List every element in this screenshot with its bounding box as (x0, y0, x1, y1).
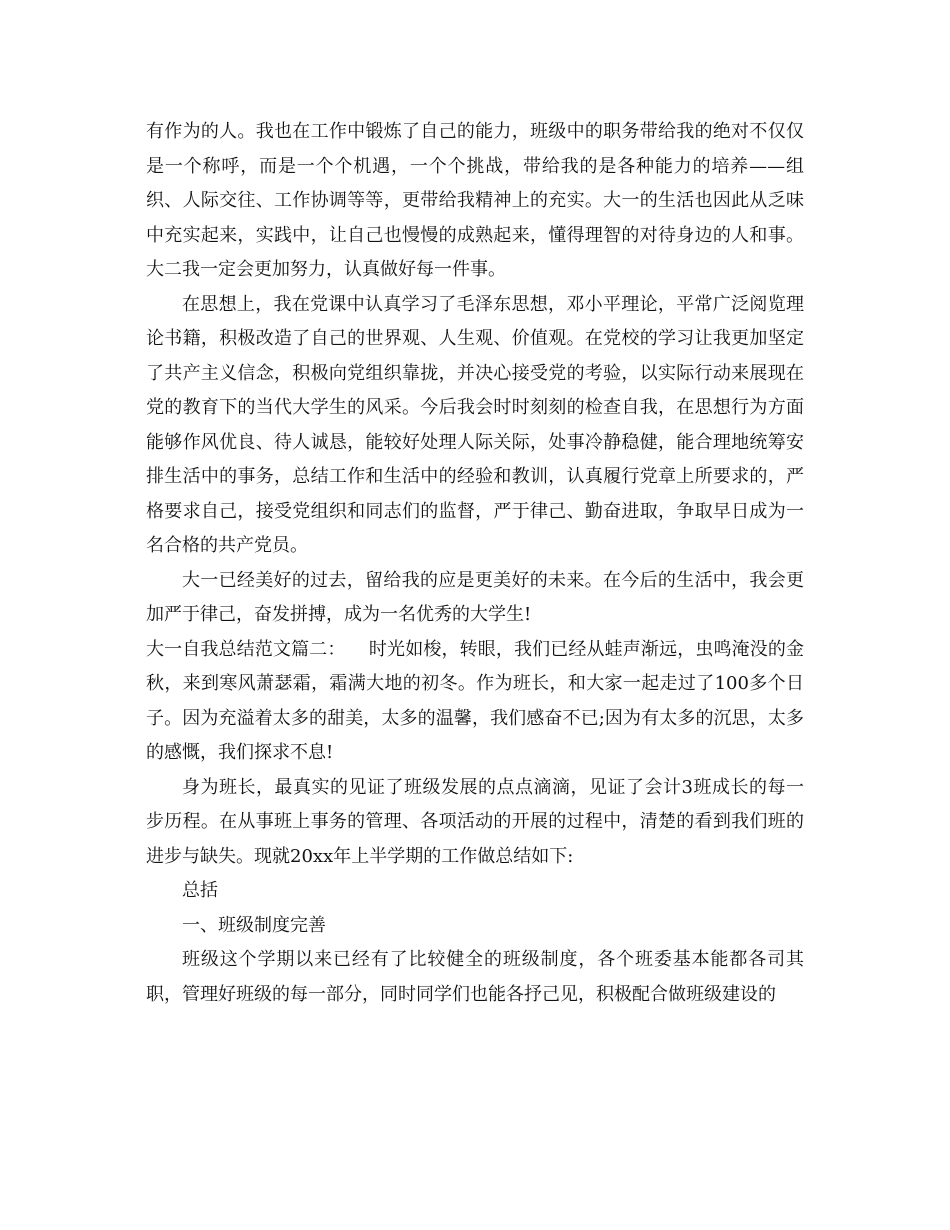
paragraph-text: 时光如梭，转眼，我们已经从蛙声渐远，虫鸣淹没的金秋，来到寒风萧瑟霜，霜满大地的初冬。作为班长，和大家一起走过了100多个日子。因为充溢着太多的甜美，太多的温馨，我们感奋不已;因为有太多的沉思，太多的感慨，我们探求不息! (146, 638, 805, 763)
paragraph-conclusion: 大一已经美好的过去，留给我的应是更美好的未来。在今后的生活中，我会更加严于律己，奋发拼搏，成为一名优秀的大学生! (146, 569, 804, 625)
paragraph-ideology: 在思想上，我在党课中认真学习了毛泽东思想，邓小平理论，平常广泛阅览理论书籍，积极改造了自己的世界观、人生观、价值观。在党校的学习让我更加坚定了共产主义信念，积极向党组织靠拢，并决心接受党的考验，以实际行动来展现在党的教育下的当代大学生的风采。今后我会时时刻刻的检查自我，在思想行为方面能够作风优良、待人诚恳，能较好处理人际关际，处事冷静稳健，能合理地统筹安排生活中的事务，总结工作和生活中的经验和教训，认真履行党章上所要求的，严格要求自己，接受党组织和同志们的监督，严于律己、勤奋进取，争取早日成为一名合格的共产党员。 (146, 293, 804, 556)
heading-separator (345, 639, 368, 660)
section-heading: 大一自我总结范文篇二： (146, 638, 346, 660)
subheading-class-system: 一、班级制度完善 (182, 914, 326, 936)
paragraph-class-system: 班级这个学期以来已经有了比较健全的班级制度，各个班委基本能都各司其职，管理好班级的每一部分，同时同学们也能各抒己见，积极配合做班级建设的 (146, 949, 804, 1005)
paragraph-monitor-role: 身为班长，最真实的见证了班级发展的点点滴滴，见证了会计3班成长的每一步历程。在从事班上事务的管理、各项活动的开展的过程中，清楚的看到我们班的进步与缺失。现就20xx年上半学期的工作做总结如下: (146, 776, 804, 867)
document-body (146, 115, 804, 1012)
paragraph-continuation: 有作为的人。我也在工作中锻炼了自己的能力，班级中的职务带给我的绝对不仅仅是一个称呼，而是一个个机遇，一个个挑战，带给我的是各种能力的培养——组织、人际交往、工作协调等等，更带给我精神上的充实。大一的生活也因此从乏味中充实起来，实践中，让自己也慢慢的成熟起来，懂得理智的对待身边的人和事。大二我一定会更加努力，认真做好每一件事。 (146, 121, 804, 280)
paragraph-second-essay-intro (146, 633, 804, 771)
subheading-summary: 总括 (182, 880, 218, 901)
